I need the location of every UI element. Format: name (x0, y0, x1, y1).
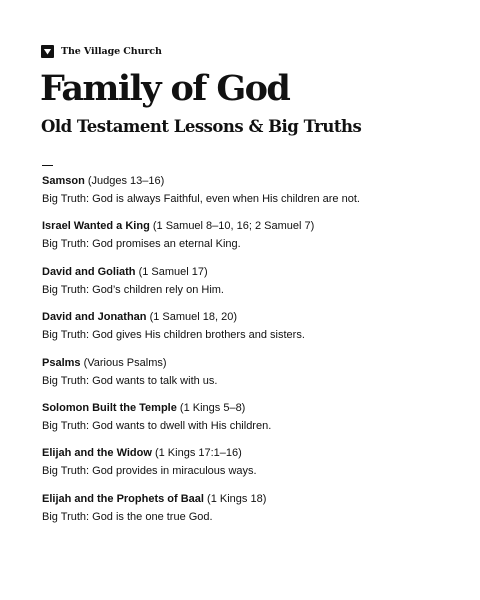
lesson-big-truth: Big Truth: God provides in miraculous ways. (42, 465, 257, 478)
lesson-title: David and Jonathan (42, 311, 147, 324)
lesson-item (42, 354, 462, 399)
page-subtitle: Old Testament Lessons & Big Truths (41, 117, 362, 136)
lesson-big-truth: Big Truth: God wants to dwell with His children. (42, 419, 272, 432)
lesson-heading (42, 263, 462, 281)
lesson-reference: (1 Samuel 18, 20) (149, 311, 238, 324)
lesson-big-truth: Big Truth: God wants to talk with us. (42, 374, 218, 387)
lesson-title: Psalms (42, 356, 81, 369)
lesson-big-truth: Big Truth: God is always Faithful, even when His children are not. (42, 193, 360, 205)
lesson-reference: (1 Samuel 8–10, 16; 2 Samuel 7) (152, 220, 315, 233)
lesson-item (42, 217, 462, 262)
lesson-item (42, 172, 462, 217)
lesson-big-truth: Big Truth: God is the one true God. (42, 510, 213, 523)
lesson-title: Samson (42, 175, 85, 187)
lesson-reference: (Judges 13–16) (87, 175, 165, 187)
lesson-item (42, 444, 462, 489)
lesson-item (42, 308, 462, 353)
lesson-reference: (1 Kings 17:1–16) (154, 447, 242, 460)
lesson-title: Elijah and the Prophets of Baal (42, 492, 204, 505)
lesson-heading (42, 217, 462, 235)
lesson-big-truth: Big Truth: God promises an eternal King. (42, 238, 241, 251)
lesson-heading (42, 490, 462, 508)
lesson-title: Elijah and the Widow (42, 447, 152, 460)
lesson-heading (42, 172, 462, 190)
heart-shield-icon (41, 45, 54, 58)
lesson-item (42, 490, 462, 535)
brand-header (41, 45, 162, 58)
lesson-big-truth: Big Truth: God’s children rely on Him. (42, 283, 224, 296)
lesson-heading (42, 354, 462, 372)
lesson-item (42, 263, 462, 308)
lesson-reference: (1 Kings 5–8) (179, 401, 246, 414)
lesson-title: Solomon Built the Temple (42, 401, 177, 414)
section-divider (42, 165, 53, 166)
lesson-big-truth: Big Truth: God gives His children brothers and sisters. (42, 329, 305, 342)
lesson-title: David and Goliath (42, 265, 136, 278)
brand-name: The Village Church (61, 46, 162, 57)
lesson-list (42, 172, 462, 535)
lesson-reference: (1 Kings 18) (207, 492, 267, 505)
lesson-heading (42, 399, 462, 417)
lesson-reference: (1 Samuel 17) (138, 265, 208, 278)
lesson-heading (42, 444, 462, 462)
lesson-reference: (Various Psalms) (83, 356, 167, 369)
page-title: Family of God (40, 68, 290, 109)
lesson-heading (42, 308, 462, 326)
lesson-title: Israel Wanted a King (42, 220, 150, 233)
lesson-item (42, 399, 462, 444)
